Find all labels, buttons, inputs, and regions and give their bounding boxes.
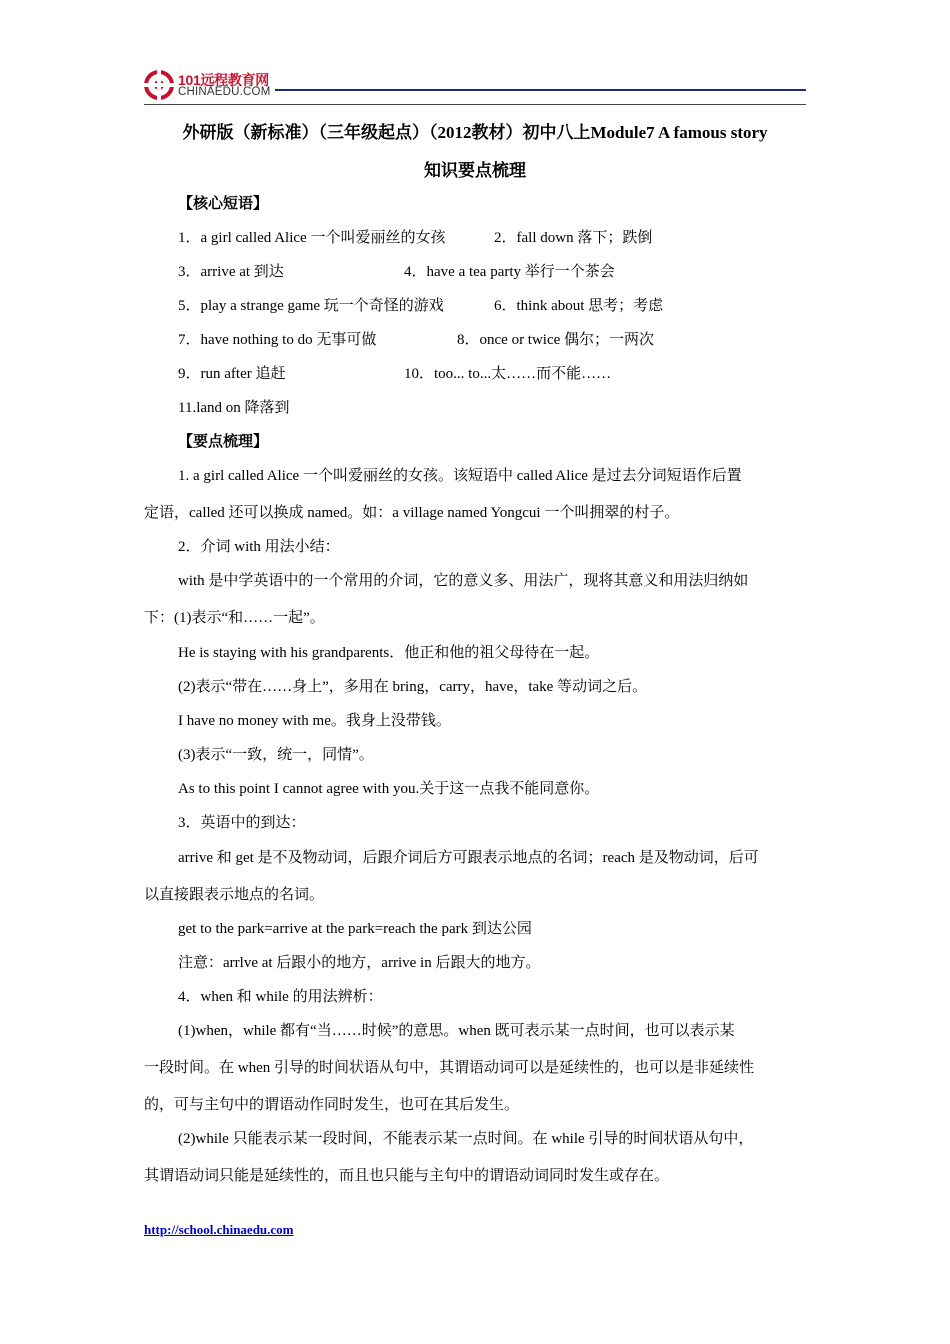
phrase-item: 8．once or twice 偶尔；一两次: [457, 332, 655, 348]
body-line: 下：(1)表示“和……一起”。: [144, 610, 325, 626]
body-line: (1)when，while 都有“当……时候”的意思。when 既可表示某一点时间，也可以表示某: [178, 1023, 735, 1039]
body-line: 定语，called 还可以换成 named。如：a village named Yongcui 一个叫拥翠的村子。: [144, 505, 680, 521]
phrase-item: 5．play a strange game 玩一个奇怪的游戏: [178, 298, 444, 314]
phrase-item: 4．have a tea party 举行一个茶会: [404, 264, 615, 280]
header-rule: [144, 104, 806, 105]
body-line: (2)while 只能表示某一段时间，不能表示某一点时间。在 while 引导的时间状语从句中，: [178, 1131, 754, 1147]
body-line: 一段时间。在 when 引导的时间状语从句中，其谓语动词可以是延续性的，也可以是非延续性: [144, 1060, 754, 1076]
phrase-item: 6．think about 思考；考虑: [494, 298, 664, 314]
phrase-item: 1．a girl called Alice 一个叫爱丽丝的女孩: [178, 230, 446, 246]
phrase-item: 11.land on 降落到: [178, 400, 290, 416]
body-line: 2．介词 with 用法小结：: [178, 539, 340, 555]
example-sentence: As to this point I cannot agree with you.关于这一点我不能同意你。: [178, 781, 600, 797]
phrase-item: 7．have nothing to do 无事可做: [178, 332, 377, 348]
chinaedu-logo-icon: [144, 70, 174, 100]
doc-subtitle: 知识要点梳理: [424, 161, 526, 180]
body-line: 的，可与主句中的谓语动作同时发生，也可在其后发生。: [144, 1097, 520, 1113]
body-line: (2)表示“带在……身上”，多用在 bring，carry，have，take 等动词之后。: [178, 679, 648, 695]
doc-title: 外研版（新标准）（三年级起点）（2012教材）初中八上Module7 A famous story: [182, 123, 768, 142]
example-sentence: He is staying with his grandparents．他正和他的祖父母待在一起。: [178, 645, 600, 661]
phrase-item: 10．too... to...太……而不能……: [404, 366, 612, 382]
section-heading-points: 【要点梳理】: [178, 434, 269, 450]
footer-link[interactable]: http://school.chinaedu.com: [144, 1222, 294, 1237]
section-heading-phrases: 【核心短语】: [178, 196, 269, 212]
phrase-item: 9．run after 追赶: [178, 366, 286, 382]
logo-text-bottom: CHINAEDU.COM: [178, 86, 271, 98]
page-header: [144, 68, 806, 108]
example-sentence: I have no money with me。我身上没带钱。: [178, 713, 451, 729]
phrase-item: 2．fall down 落下；跌倒: [494, 230, 653, 246]
body-line: (3)表示“一致，统一，同情”。: [178, 747, 374, 763]
body-line: 1. a girl called Alice 一个叫爱丽丝的女孩。该短语中 called Alice 是过去分词短语作后置: [178, 468, 742, 484]
header-rule-blue: [275, 89, 806, 91]
logo-text-top: 101远程教育网: [178, 72, 269, 88]
body-line: 3．英语中的到达：: [178, 815, 306, 831]
body-line: 4．when 和 while 的用法辨析：: [178, 989, 383, 1005]
example-sentence: get to the park=arrive at the park=reach the park 到达公园: [178, 921, 532, 937]
body-line: 注意：arrlve at 后跟小的地方，arrive in 后跟大的地方。: [178, 955, 541, 971]
phrase-item: 3．arrive at 到达: [178, 264, 284, 280]
body-line: 其谓语动词只能是延续性的，而且也只能与主句中的谓语动词同时发生或存在。: [144, 1168, 670, 1184]
body-line: with 是中学英语中的一个常用的介词，它的意义多、用法广，现将其意义和用法归纳如: [178, 573, 749, 589]
body-line: arrive 和 get 是不及物动词，后跟介词后方可跟表示地点的名词；reach 是及物动词，后可: [178, 850, 759, 866]
body-line: 以直接跟表示地点的名词。: [144, 887, 325, 903]
